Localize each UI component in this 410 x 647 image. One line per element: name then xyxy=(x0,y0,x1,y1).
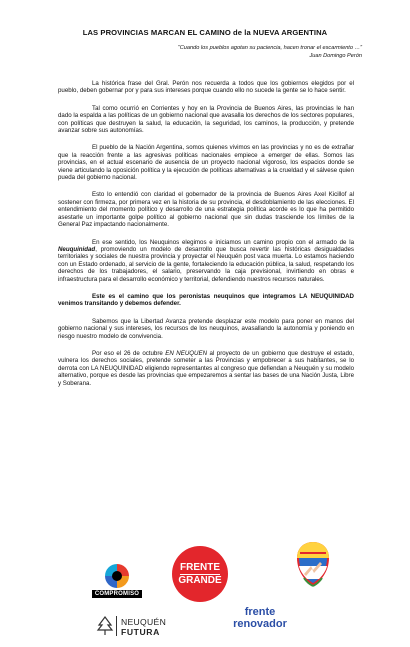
compromiso-logo-text: COMPROMISO xyxy=(92,590,142,598)
paragraph-1: La histórica frase del Gral. Perón nos recuerda a todos que los gobiernos elegidos por el pueblo, deben gobernar por y para sus intereses porque cuando ello no sucede la gente se lo hace sentir. xyxy=(58,80,354,95)
epigraph-text: “Cuando los pueblos agotan su paciencia, hacen tronar el escarmiento …” xyxy=(177,45,362,51)
document-body xyxy=(58,80,354,397)
neuquen-futura-logo xyxy=(96,614,196,638)
peronist-shield-icon xyxy=(294,540,332,588)
paragraph-7: Sabemos que la Libertad Avanza pretende desplazar este modelo para poner en manos del gobierno nacional y sus intereses, los recursos de los neuquinos, avasallando la autonomía y poniendo en riesgo nuestro modelo de convivencia. xyxy=(58,317,354,340)
frente-grande-line1: FRENTE xyxy=(180,561,220,573)
paragraph-6-bold: Este es el camino que los peronistas neuquinos que integramos LA NEUQUINIDAD venimos transitando y debemos defender. xyxy=(58,292,354,308)
frente-renovador-line2: renovador xyxy=(233,618,287,630)
paragraph-5-start: En ese sentido, los Neuquinos elegimos e iniciamos un camino propio con el armado de la xyxy=(92,238,354,246)
paragraph-3: El pueblo de la Nación Argentina, somos quienes vivimos en las provincias y no es de extrañar que la reacción frente a las agresivas políticas nacionales empiece a emerger de ellas. Somos las provincias, en el actual escenario de ausencia de un proyecto nacional vigoroso, los espacios donde se viene articulando la oposición política y la ejecución de políticas alternativas a la crueldad y el sálvese quien pueda del gobierno nacional. xyxy=(58,144,354,182)
paragraph-5-end: , promoviendo un modelo de desarrollo que busca revertir las históricas desigualdades territoriales y sociales de nuestra provincia y proyectar el Neuquén post vaca muerta. Lo estamos haciendo con un Estado ordenado, al servicio de la gente, fortaleciendo la educación pública, la salud, respetando los derechos de los trabajadores, el salario, preservando la caja previsional, invirtiendo en obras e infraestructura para el desarrollo económico y territorial, defendiendo nuestros recursos naturales. xyxy=(58,245,354,283)
neuquen-futura-line1: NEUQUÉN xyxy=(121,617,167,627)
paragraph-8 xyxy=(58,350,354,387)
paragraph-5-emphasis: Neuquinidad xyxy=(58,245,96,253)
paragraph-5 xyxy=(58,239,354,283)
paragraph-8-start: Por eso el 26 de octubre xyxy=(92,349,166,357)
frente-renovador-logo xyxy=(220,606,300,630)
paragraph-8-end: al proyecto de un gobierno que destruye el estado, vulnera los derechos sociales, pretende someter a las Provincias y empobrecer a sus habitantes, se lo derrota con LA NEUQUINIDAD eligiendo representantes al congreso que defiendan a Neuquén y su modelo alternativo, porque es desde las provincias que empezaremos a sentar las bases de una Nación Justa, Libre y Soberana. xyxy=(58,349,355,387)
compromiso-logo xyxy=(92,564,142,598)
frente-grande-line2: GRANDE xyxy=(178,574,222,586)
document-title: LAS PROVINCIAS MARCAN EL CAMINO de la NUEVA ARGENTINA xyxy=(82,28,328,37)
neuquen-futura-line2: FUTURA xyxy=(121,627,160,637)
paragraph-4: Esto lo entendió con claridad el gobernador de la provincia de Buenos Aires Axel Kicillof al sostener con firmeza, por primera vez en la historia de su provincia, el desdoblamiento de las elecciones. El entendimiento del momento político y desarrollo de una estrategia política acorde es lo que ha permitido asestarle un importante golpe político al gobierno nacional que sin dudas trasciende los límites de la General Paz impactando nacionalmente. xyxy=(58,191,354,229)
frente-grande-logo xyxy=(172,546,228,602)
paragraph-2: Tal como ocurrió en Corrientes y hoy en la Provincia de Buenos Aires, las provincias le han dado la espalda a las políticas de un gobierno nacional que avasalla los derechos de los sectores populares, con políticas que destruyen la salud, la educación, la seguridad, los caminos, la producción, y pretende avanzar sobre sus autonomías. xyxy=(58,104,354,135)
logo-divider xyxy=(116,616,117,636)
frente-renovador-line1: frente xyxy=(244,606,276,618)
party-logos xyxy=(0,558,410,647)
epigraph-author: Juan Domingo Perón xyxy=(309,52,362,59)
paragraph-8-emphasis: EN NEUQUEN xyxy=(165,349,208,357)
pine-tree-icon xyxy=(96,616,114,636)
epigraph xyxy=(178,45,362,60)
compromiso-mark-icon xyxy=(105,564,129,588)
